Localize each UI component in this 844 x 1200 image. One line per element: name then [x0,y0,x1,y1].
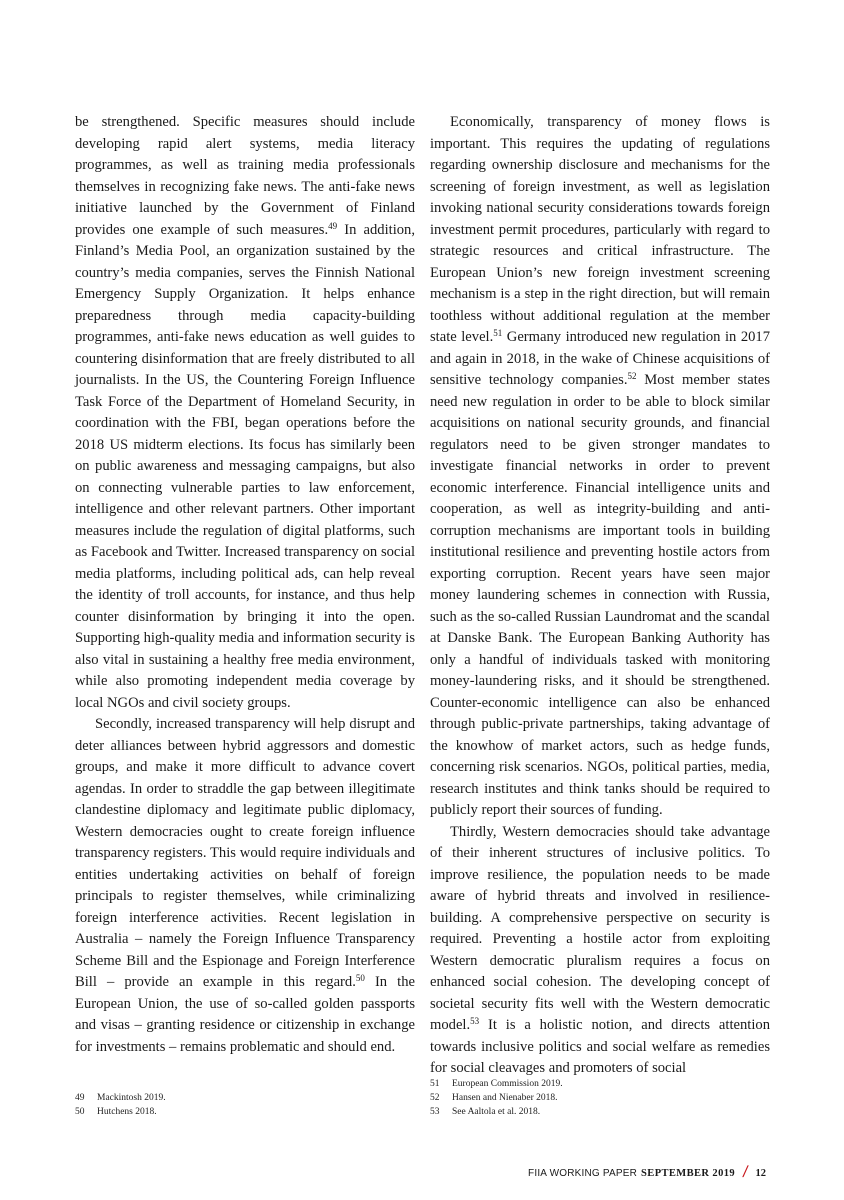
paragraph-text: be strengthened. Specific measures should include developing rapid alert systems, media literacy programmes, as well as training media professionals themselves in recognizing fake news. The anti-fake news initiative launched by the Government of Finland provides one example of such measures. [75,114,415,238]
footnote-ref[interactable]: 50 [355,973,365,983]
footnotes-left [75,1091,166,1119]
footnote [430,1105,563,1119]
footnote-text: Hutchens 2018. [97,1107,157,1117]
paragraph-text: It is a holistic notion, and directs attention towards inclusive politics and social welfare as remedies for social cleavages and promoters of social [430,1017,770,1076]
paragraph-text: Secondly, increased transparency will help disrupt and deter alliances between hybrid aggressors and domestic groups, and make it more difficult to advance covert agendas. In order to straddle the gap between illegitimate clandestine diplomacy and legitimate public diplomacy, Western democracies ought to create foreign influence transparency registers. This would require individuals and entities undertaking activities on behalf of foreign principals to register themselves, while criminalizing foreign interference activities. Recent legislation in Australia – namely the Foreign Influence Transparency Scheme Bill and the Espionage and Foreign Interference Bill – provide an example in this regard. [75,716,415,990]
footnote-text: European Commission 2019. [452,1079,563,1089]
paragraph [430,112,770,822]
right-column [430,112,770,1080]
footnote-number: 50 [75,1107,85,1117]
paragraph [75,112,415,714]
footnote-number: 52 [430,1093,440,1103]
footnote-number: 53 [430,1107,440,1117]
page-number: 12 [755,1167,766,1179]
paragraph-text: In the European Union, the use of so-called golden passports and visas – granting residence or citizenship in exchange for investments – remains problematic and should end. [75,974,415,1055]
paragraph-text: Germany introduced new regulation in 2017 and again in 2018, in the wake of Chinese acquisitions of sensitive technology companies. [430,329,771,388]
footnote [430,1077,563,1091]
paragraph-text: Thirdly, Western democracies should take advantage of their inherent structures of inclusive politics. To improve resilience, the population needs to be made aware of hybrid threats and involved in resilience-building. A comprehensive perspective on security is required. Preventing a hostile actor from exploiting Western democratic pluralism requires a focus on enhanced social cohesion. The developing concept of societal security fits well with the Western democratic model. [430,823,770,1033]
footnote [75,1091,166,1105]
publication-date: SEPTEMBER 2019 [641,1167,736,1179]
footnotes-right [430,1077,563,1119]
footnote-number: 51 [430,1079,440,1089]
footnote-number: 49 [75,1093,85,1103]
footnote-ref[interactable]: 51 [493,328,503,338]
footnote-ref[interactable]: 53 [470,1016,480,1026]
paragraph-text: Economically, transparency of money flows is important. This requires the updating of regulations regarding ownership disclosure and mechanisms for the screening of foreign investment, as well as legislation invoking national security considerations towards foreign investment permit procedures, particularly with regard to strategic resources and critical infrastructure. The European Union’s new foreign investment screening mechanism is a step in the right direction, but will remain toothless without additional regulation at the member state level. [430,114,770,345]
paragraph-text: In addition, Finland’s Media Pool, an organization sustained by the country’s media companies, serves the Finnish National Emergency Supply Organization. It helps enhance preparedness through media capacity-building programmes, anti-fake news education as well guides to countering disinformation that are freely distributed to all journalists. In the US, the Countering Foreign Influence Task Force of the Department of Homeland Security, in coordination with the FBI, began operations before the 2018 US midterm elections. Its focus has similarly been on public awareness and messaging campaigns, but also on connecting vulnerable parties to law enforcement, intelligence and other relevant partners. Other important measures include the regulation of digital platforms, such as Facebook and Twitter. Increased transparency on social media platforms, including political ads, can help reveal the identity of troll accounts, for instance, and thus help counter disinformation by bringing it into the open. Supporting high-quality media and information security is also vital in sustaining a healthy free media environment, while also promoting independent media coverage by local NGOs and civil society groups. [75,221,415,711]
slash-divider-icon: / [741,1164,750,1181]
paragraph [75,714,415,1058]
paragraph-text: Most member states need new regulation in order to be able to block similar acquisitions on national security grounds, and financial regulators need to be given stronger mandates to investigate financial networks in order to prevent economic interference. Financial intelligence units and cooperation, as well as integrity-building and anti-corruption mechanisms are important tools in building institutional resilience and preventing hostile actors from exporting corruption. Recent years have seen major money laundering schemes in connection with Russia, such as the so-called Russian Laundromat and the scandal at Danske Bank. The European Banking Authority has only a handful of individuals tasked with monitoring money-laundering risks, and it should be strengthened. Counter-economic intelligence can also be enhanced through public-private partnerships, taking advantage of the knowhow of market actors, such as hedge funds, concerning risk scenarios. NGOs, political parties, media, research institutes and think tanks should be required to publicly report their sources of funding. [430,372,770,818]
publication-name: FIIA WORKING PAPER [528,1167,638,1179]
footnote [430,1091,563,1105]
footnote-ref[interactable]: 52 [627,371,637,381]
footnote [75,1105,166,1119]
footnote-text: Hansen and Nienaber 2018. [452,1093,558,1103]
footnote-ref[interactable]: 49 [328,220,338,231]
paragraph [430,822,770,1080]
left-column [75,112,415,1058]
footnote-text: Mackintosh 2019. [97,1093,166,1103]
page-footer [528,1164,766,1182]
footnote-text: See Aaltola et al. 2018. [452,1107,541,1117]
